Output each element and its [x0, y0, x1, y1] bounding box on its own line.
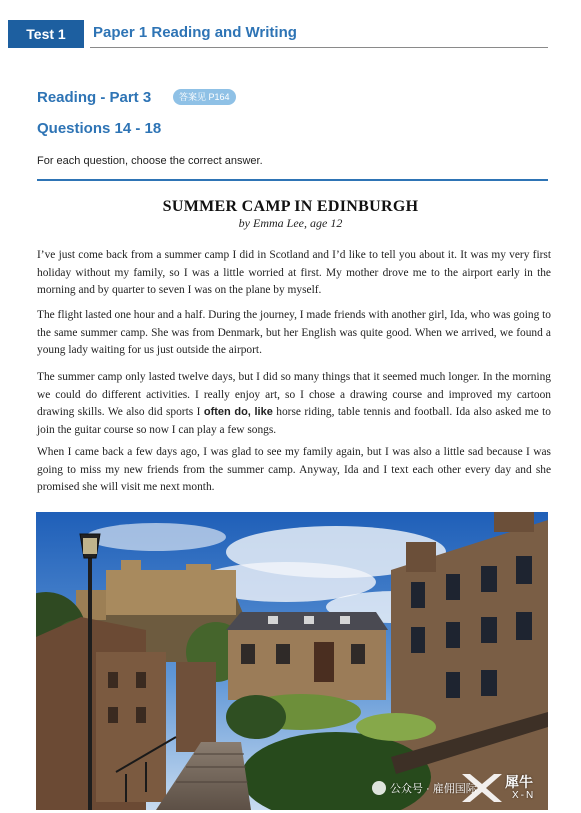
- instruction-text: For each question, choose the correct answer.: [37, 155, 263, 167]
- watermark-text: 公众号 · 雇佣国际: [390, 783, 477, 795]
- article-paragraph-4: When I came back a few days ago, I was glad to see my family again, but I was also a little sad because I was going to miss my new friends from the summer camp. Anyway, Ida and I text each other every day and she promised she will visit me next month.: [37, 446, 551, 494]
- answer-reference-badge: 答案见 P164: [173, 89, 236, 105]
- watermark-brand: 犀牛: [505, 774, 533, 790]
- article-paragraph-2: The flight lasted one hour and a half. During the journey, I made friends with another girl, Ida, who was going to the same summer camp. She was from Denmark, but her English was quite good. When we arrived, we found a young lady waiting for us just outside the airport.: [37, 309, 551, 357]
- test-label: Test 1: [8, 20, 84, 48]
- paragraph-3-text-start: The summer camp only lasted twelve days, but I did so many things that it seemed much longer. In the morning we could do different activities. I really enjoy art, so I chose a drawing course and improved my cartoon drawing skills. We also did sports I: [37, 371, 551, 419]
- paper-title: Paper 1 Reading and Writing: [93, 24, 297, 41]
- emphasized-phrase: often do, like: [203, 406, 273, 419]
- edinburgh-street-photo: [36, 512, 548, 810]
- watermark-brand-sub: X-N: [512, 790, 536, 801]
- rhino-logo-icon: [458, 770, 506, 806]
- section-divider: [37, 179, 548, 181]
- questions-title: Questions 14 - 18: [37, 120, 162, 137]
- article-title: SUMMER CAMP IN EDINBURGH: [162, 198, 419, 215]
- header-divider: [90, 47, 548, 48]
- article-paragraph-1: I’ve just come back from a summer camp I did in Scotland and I’d like to tell you about it. It was my very first holiday without my family, so I was a little worried at first. My mother drove me to the airport early in the morning and by quarter to seven I was on the plane by myself.: [37, 249, 551, 297]
- paragraph-3-text-end: horse riding, table tennis and football. Ida also asked me to join the guitar course so now I can play a few songs.: [37, 406, 551, 436]
- article-byline: by Emma Lee, age 12: [238, 216, 343, 230]
- part-title: Reading - Part 3: [37, 89, 152, 106]
- wechat-icon: [372, 781, 386, 795]
- article-paragraph-3: [37, 369, 551, 439]
